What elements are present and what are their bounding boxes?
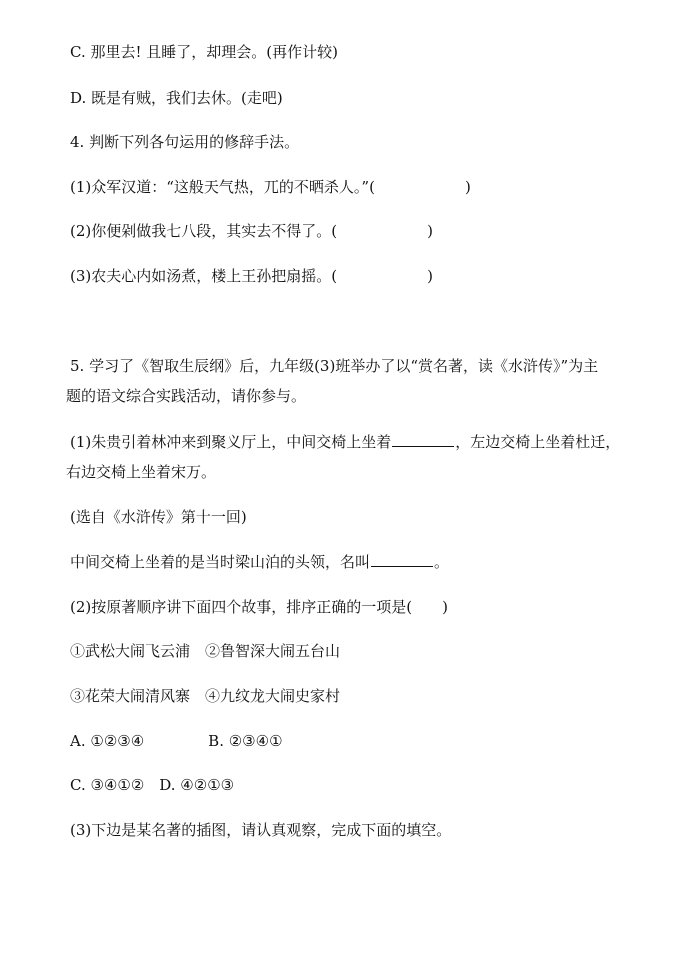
sub-text-b: 。 <box>434 553 450 571</box>
fill-blank-2[interactable] <box>371 552 433 567</box>
fill-blank-1[interactable] <box>392 432 454 447</box>
question-4-heading: 4. 判断下列各句运用的修辞手法。 <box>70 133 300 151</box>
story-list-1: ①武松大闹飞云浦 ②鲁智深大闹五台山 <box>70 642 341 660</box>
choice-a: A. ①②③④ <box>70 732 145 750</box>
option-c-line: C. 那里去! 且睡了，却理会。(再作计较) <box>70 43 338 61</box>
question-4-item-1: (1)众军汉道：“这般天气热，兀的不晒杀人。”( ) <box>70 178 471 196</box>
item-1-text-b: ，左边交椅上坐着杜迁， <box>455 433 621 451</box>
question-5-item-2: (2)按原著顺序讲下面四个故事，排序正确的一项是( ) <box>70 598 448 616</box>
option-d-line: D. 既是有贼，我们去休。(走吧) <box>70 89 283 107</box>
item-1-text-a: (1)朱贵引着林冲来到聚义厅上，中间交椅上坐着 <box>70 433 392 451</box>
choices-ab <box>70 731 283 751</box>
question-5-item-1 <box>70 432 620 452</box>
question-5-item-1-sub <box>70 552 449 572</box>
question-5-heading-cont: 题的语文综合实践活动，请你参与。 <box>66 387 307 405</box>
question-4-item-2: (2)你便剁做我七八段，其实去不得了。( ) <box>70 222 433 240</box>
choice-b: B. ②③④① <box>208 732 283 750</box>
question-5-heading: 5. 学习了《智取生辰纲》后，九年级(3)班举办了以“赏名著，读《水浒传》”为主 <box>70 357 599 375</box>
sub-text-a: 中间交椅上坐着的是当时梁山泊的头领，名叫 <box>70 553 371 571</box>
question-4-item-3: (3)农夫心内如汤煮，楼上王孙把扇摇。( ) <box>70 267 433 285</box>
story-list-2: ③花荣大闹清风寨 ④九纹龙大闹史家村 <box>70 687 341 705</box>
choices-cd: C. ③④①② D. ④②①③ <box>70 776 235 794</box>
question-5-item-1-cont: 右边交椅上坐着宋万。 <box>66 463 217 481</box>
source-note: (选自《水浒传》第十一回) <box>70 508 247 526</box>
question-5-item-3: (3)下边是某名著的插图，请认真观察，完成下面的填空。 <box>70 821 452 839</box>
